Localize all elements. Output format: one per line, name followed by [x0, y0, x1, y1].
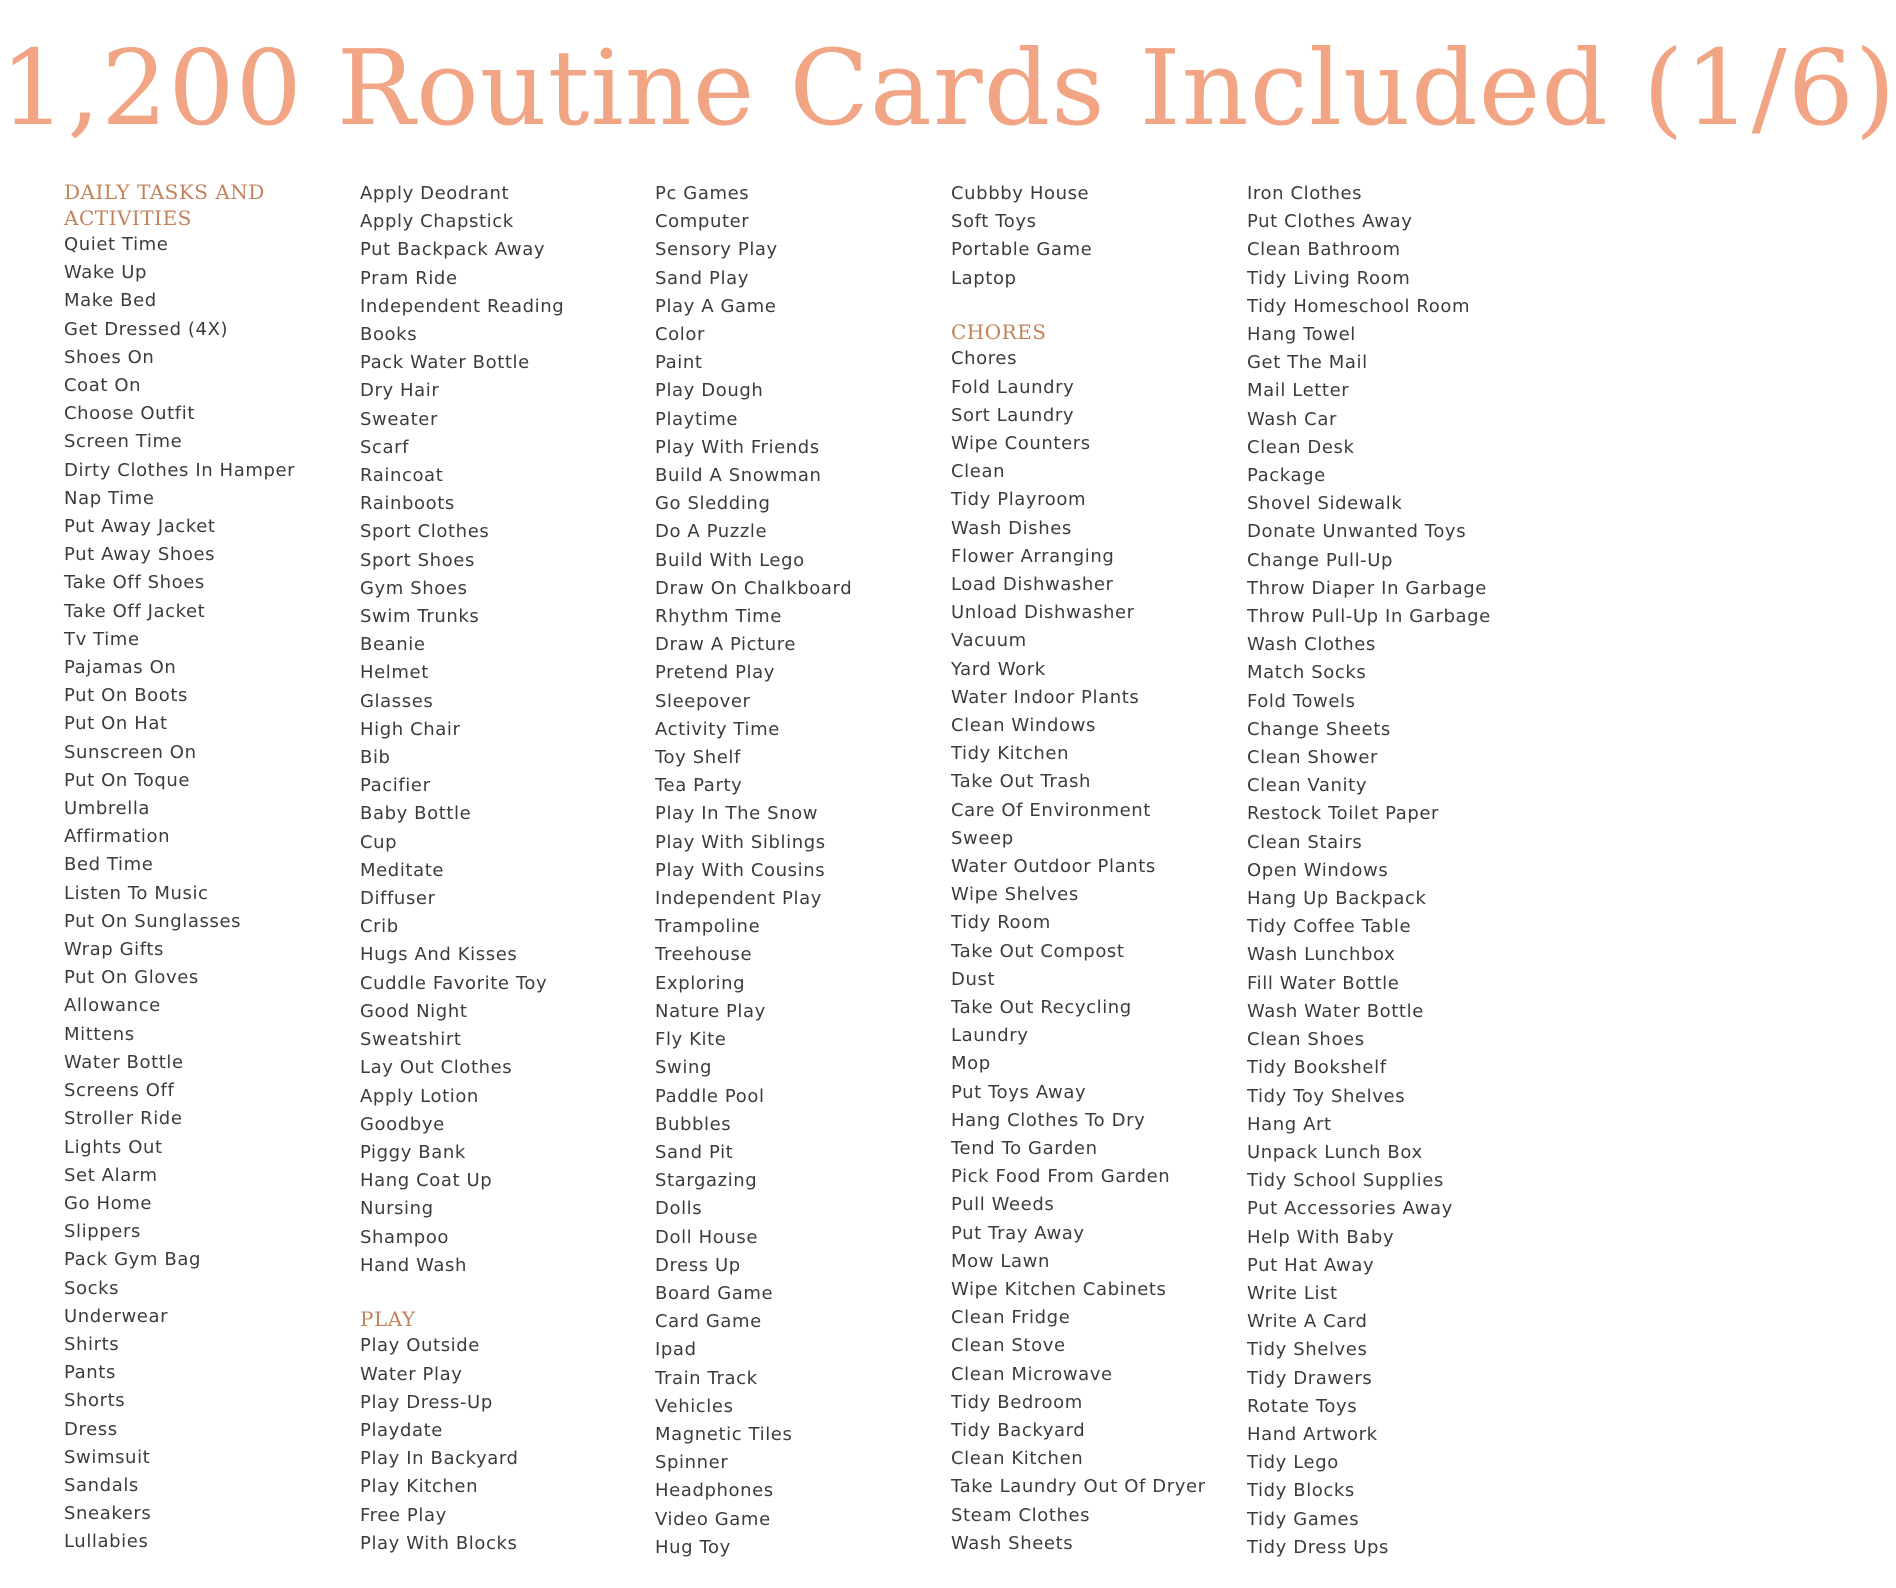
list-item: Crib — [360, 916, 399, 938]
list-item: Allowance — [64, 995, 161, 1017]
list-item: Nap Time — [64, 487, 155, 509]
list-item: Play With Friends — [655, 436, 820, 458]
list-item: Play A Game — [655, 295, 777, 317]
list-item: Apply Chapstick — [360, 211, 514, 233]
list-item: Rotate Toys — [1247, 1395, 1358, 1417]
list-item: Doll House — [655, 1226, 759, 1248]
list-item: Ipad — [655, 1339, 697, 1361]
list-item: Match Socks — [1247, 662, 1367, 684]
list-item: Shoes On — [64, 346, 155, 368]
list-item: Lights Out — [64, 1136, 163, 1158]
list-item: Wash Dishes — [951, 517, 1072, 539]
list-item: Fill Water Bottle — [1247, 972, 1400, 994]
list-item: Hang Up Backpack — [1247, 888, 1427, 910]
list-item: Throw Diaper In Garbage — [1247, 577, 1487, 599]
list-item: Playdate — [360, 1420, 443, 1442]
list-item: Paint — [655, 352, 703, 374]
list-item: Mow Lawn — [951, 1250, 1050, 1272]
list-item: Clean — [951, 461, 1006, 483]
list-item: Independent Play — [655, 888, 822, 910]
section-heading: CHORES — [951, 319, 1047, 344]
list-item: Quiet Time — [64, 234, 169, 255]
list-item: Hang Coat Up — [360, 1170, 493, 1192]
list-item: Screens Off — [64, 1080, 175, 1102]
list-item: Tea Party — [655, 775, 743, 797]
list-item: Glasses — [360, 690, 434, 712]
section — [64, 180, 354, 1557]
list-item: Write A Card — [1247, 1311, 1368, 1333]
list-item: Hugs And Kisses — [360, 944, 518, 966]
list-item: Bib — [360, 747, 391, 769]
list-item: Cup — [360, 831, 398, 853]
list-item: Sleepover — [655, 690, 751, 712]
list-item: Wrap Gifts — [64, 939, 164, 961]
list-item: Take Out Compost — [951, 940, 1125, 962]
section — [951, 180, 1241, 293]
list-item: Water Play — [360, 1363, 463, 1385]
list-item: Clean Windows — [951, 714, 1096, 736]
list-item: Hand Artwork — [1247, 1423, 1378, 1445]
list-item: Rhythm Time — [655, 606, 782, 628]
column-2 — [360, 180, 650, 1558]
list-item: Chores — [951, 348, 1018, 370]
list-item: Clean Microwave — [951, 1363, 1113, 1385]
list-item: Swim Trunks — [360, 606, 480, 628]
list-item: Sweep — [951, 827, 1014, 849]
list-item: Build With Lego — [655, 549, 805, 571]
list-item: Headphones — [655, 1480, 774, 1502]
list-item: Flower Arranging — [951, 545, 1115, 567]
list-item: Diffuser — [360, 888, 436, 910]
list-item: Computer — [655, 211, 750, 233]
list-item: Laptop — [951, 267, 1017, 289]
list-item: Shovel Sidewalk — [1247, 493, 1403, 515]
list-item: Tidy Drawers — [1247, 1367, 1373, 1389]
list-item: Care Of Environment — [951, 799, 1151, 821]
list-item: Steam Clothes — [951, 1504, 1091, 1526]
list-item: Sweater — [360, 408, 438, 430]
list-item: Dolls — [655, 1198, 703, 1220]
list-item: Hang Art — [1247, 1113, 1332, 1135]
list-item: Cuddle Favorite Toy — [360, 972, 548, 994]
list-item: Mittens — [64, 1023, 135, 1045]
list-item: Bubbles — [655, 1113, 732, 1135]
list-item: Fold Laundry — [951, 376, 1075, 398]
list-item: Lay Out Clothes — [360, 1057, 513, 1079]
list-item: Play Kitchen — [360, 1476, 479, 1498]
list-item: Donate Unwanted Toys — [1247, 521, 1467, 543]
section-heading: PLAY — [360, 1306, 416, 1331]
list-item: Play Outside — [360, 1335, 480, 1357]
list-item: Set Alarm — [64, 1164, 158, 1186]
list-item: Pram Ride — [360, 267, 458, 289]
column-5 — [1247, 180, 1537, 1562]
list-item: Water Indoor Plants — [951, 686, 1140, 708]
list-item: Load Dishwasher — [951, 573, 1114, 595]
list-item: Hang Towel — [1247, 324, 1356, 346]
list-item: Help With Baby — [1247, 1226, 1395, 1248]
list-item: Tidy Dress Ups — [1247, 1536, 1390, 1558]
list-item: Shirts — [64, 1333, 120, 1355]
list-item: Affirmation — [64, 826, 171, 848]
list-item: Play With Cousins — [655, 859, 826, 881]
list-item: Umbrella — [64, 798, 151, 820]
list-item: Draw On Chalkboard — [655, 577, 853, 599]
list-item: Sort Laundry — [951, 404, 1075, 426]
list-item: Laundry — [951, 1025, 1029, 1047]
list-item: Dress Up — [655, 1254, 741, 1276]
list-item: Baby Bottle — [360, 803, 472, 825]
list-item: Sand Play — [655, 267, 749, 289]
list-item: Tidy School Supplies — [1247, 1170, 1444, 1192]
list-item: Play With Siblings — [655, 831, 826, 853]
list-item: Put Clothes Away — [1247, 211, 1413, 233]
list-item: Clean Stairs — [1247, 831, 1363, 853]
section — [1247, 180, 1537, 1562]
list-item: Piggy Bank — [360, 1141, 466, 1163]
list-item: Tv Time — [64, 628, 140, 650]
list-item: Put Accessories Away — [1247, 1198, 1453, 1220]
list-item: Sport Shoes — [360, 549, 475, 571]
list-item: Put Away Shoes — [64, 544, 216, 566]
list-item: Put On Gloves — [64, 967, 199, 989]
list-item: Throw Pull-Up In Garbage — [1247, 606, 1491, 628]
list-item: Dry Hair — [360, 380, 440, 402]
list-item: Clean Desk — [1247, 436, 1355, 458]
routine-list — [64, 231, 354, 1557]
list-item: Tidy Living Room — [1247, 267, 1411, 289]
list-item: Card Game — [655, 1311, 762, 1333]
list-item: Tidy Bookshelf — [1247, 1057, 1387, 1079]
list-item: Clean Shoes — [1247, 1029, 1365, 1051]
list-item: Pack Gym Bag — [64, 1249, 201, 1271]
list-item: Put Hat Away — [1247, 1254, 1375, 1276]
list-item: Playtime — [655, 408, 739, 430]
list-item: Stroller Ride — [64, 1108, 183, 1130]
column-3 — [655, 180, 945, 1562]
section — [360, 1307, 650, 1558]
list-item: Wake Up — [64, 262, 148, 284]
list-item: Take Out Trash — [951, 771, 1091, 793]
list-item: Apply Lotion — [360, 1085, 479, 1107]
list-item: Pull Weeds — [951, 1194, 1055, 1216]
list-item: Video Game — [655, 1508, 771, 1530]
list-item: Go Home — [64, 1192, 153, 1214]
list-item: Spinner — [655, 1452, 729, 1474]
list-item: Meditate — [360, 859, 445, 881]
list-item: Vacuum — [951, 630, 1027, 652]
routine-list — [951, 345, 1241, 1558]
list-item: Vehicles — [655, 1395, 734, 1417]
list-item: Sensory Play — [655, 239, 778, 261]
list-item: Play With Blocks — [360, 1532, 518, 1554]
list-item: Take Off Jacket — [64, 600, 206, 622]
list-item: Exploring — [655, 972, 746, 994]
list-item: Mop — [951, 1053, 991, 1075]
list-item: Sweatshirt — [360, 1029, 462, 1051]
list-item: Clean Shower — [1247, 747, 1379, 769]
list-item: Hand Wash — [360, 1254, 467, 1276]
list-item: Tidy Homeschool Room — [1247, 295, 1471, 317]
list-item: Hang Clothes To Dry — [951, 1109, 1146, 1131]
list-item: Sneakers — [64, 1503, 152, 1525]
list-item: Put On Sunglasses — [64, 910, 242, 932]
list-item: Clean Kitchen — [951, 1448, 1084, 1470]
list-item: Paddle Pool — [655, 1085, 765, 1107]
list-item: Take Out Recycling — [951, 996, 1132, 1018]
section-heading: DAILY TASKS AND ACTIVITIES — [64, 180, 265, 230]
section — [951, 320, 1241, 1558]
list-item: Draw A Picture — [655, 634, 797, 656]
list-item: Tidy Games — [1247, 1508, 1360, 1530]
list-item: Pretend Play — [655, 662, 776, 684]
list-item: Choose Outfit — [64, 403, 196, 425]
list-item: Go Sledding — [655, 493, 771, 515]
list-item: Fly Kite — [655, 1029, 727, 1051]
list-item: Wash Water Bottle — [1247, 1000, 1424, 1022]
routine-list — [360, 1332, 650, 1558]
list-item: Sandals — [64, 1474, 139, 1496]
list-item: Screen Time — [64, 431, 183, 453]
list-item: Mail Letter — [1247, 380, 1350, 402]
list-item: Pants — [64, 1362, 116, 1384]
list-item: Color — [655, 324, 705, 346]
list-item: Open Windows — [1247, 859, 1389, 881]
list-item: Pc Games — [655, 183, 750, 204]
list-item: Wash Sheets — [951, 1532, 1074, 1554]
list-item: Unload Dishwasher — [951, 602, 1135, 624]
list-item: Slippers — [64, 1221, 141, 1243]
list-item: Wipe Kitchen Cabinets — [951, 1279, 1167, 1301]
list-item: Swing — [655, 1057, 712, 1079]
list-item: Train Track — [655, 1367, 758, 1389]
list-item: Get The Mail — [1247, 352, 1368, 374]
list-item: Tidy Coffee Table — [1247, 916, 1412, 938]
page-title: 1,200 Routine Cards Included (1/6) — [0, 27, 1896, 149]
list-item: Pajamas On — [64, 657, 177, 679]
list-item: Swimsuit — [64, 1446, 151, 1468]
list-item: Take Off Shoes — [64, 572, 205, 594]
list-item: Tidy Toy Shelves — [1247, 1085, 1406, 1107]
list-item: Change Pull-Up — [1247, 549, 1394, 571]
routine-list — [951, 180, 1241, 293]
list-item: Dust — [951, 968, 996, 990]
list-item: Underwear — [64, 1305, 169, 1327]
list-item: Beanie — [360, 634, 426, 656]
list-item: Yard Work — [951, 658, 1046, 680]
list-item: Tidy Backyard — [951, 1420, 1086, 1442]
list-item: Water Outdoor Plants — [951, 855, 1156, 877]
list-item: Iron Clothes — [1247, 183, 1363, 204]
list-item: Sunscreen On — [64, 741, 197, 763]
section — [360, 180, 650, 1280]
list-item: Package — [1247, 465, 1326, 487]
list-item: Independent Reading — [360, 295, 565, 317]
list-item: Put On Toque — [64, 769, 191, 791]
list-item: Good Night — [360, 1000, 468, 1022]
list-item: Water Bottle — [64, 1051, 184, 1073]
list-item: Wash Clothes — [1247, 634, 1376, 656]
list-item: Put Tray Away — [951, 1222, 1085, 1244]
list-item: Clean Fridge — [951, 1307, 1071, 1329]
list-item: Put Toys Away — [951, 1081, 1087, 1103]
list-item: Soft Toys — [951, 211, 1037, 233]
list-item: Coat On — [64, 375, 142, 397]
list-item: Helmet — [360, 662, 429, 684]
list-item: Wash Lunchbox — [1247, 944, 1396, 966]
list-item: Do A Puzzle — [655, 521, 768, 543]
list-item: Shampoo — [360, 1226, 450, 1248]
list-item: Pick Food From Garden — [951, 1166, 1171, 1188]
list-item: Wash Car — [1247, 408, 1337, 430]
list-item: Hug Toy — [655, 1536, 731, 1558]
list-item: Make Bed — [64, 290, 157, 312]
routine-list — [360, 180, 650, 1280]
list-item: Tidy Lego — [1247, 1452, 1339, 1474]
list-item: Free Play — [360, 1504, 447, 1526]
list-item: Tidy Blocks — [1247, 1480, 1355, 1502]
list-item: Play In Backyard — [360, 1448, 519, 1470]
list-item: Tidy Playroom — [951, 489, 1087, 511]
list-item: Scarf — [360, 436, 410, 458]
list-item: Tidy Kitchen — [951, 743, 1070, 765]
list-item: Put On Boots — [64, 685, 189, 707]
list-item: High Chair — [360, 718, 461, 740]
list-item: Pack Water Bottle — [360, 352, 530, 374]
list-item: Put Backpack Away — [360, 239, 546, 261]
list-item: Play In The Snow — [655, 803, 819, 825]
list-item: Wipe Shelves — [951, 884, 1079, 906]
list-item: Raincoat — [360, 465, 444, 487]
list-item: Socks — [64, 1277, 120, 1299]
list-item: Books — [360, 324, 418, 346]
routine-list — [1247, 180, 1537, 1562]
list-item: Unpack Lunch Box — [1247, 1141, 1423, 1163]
list-item: Restock Toilet Paper — [1247, 803, 1440, 825]
section — [655, 180, 945, 1562]
list-item: Tidy Room — [951, 912, 1051, 934]
list-item: Sand Pit — [655, 1141, 734, 1163]
column-1 — [64, 180, 354, 1557]
list-item: Cubbby House — [951, 183, 1090, 204]
list-item: Gym Shoes — [360, 577, 468, 599]
list-item: Apply Deodrant — [360, 183, 510, 204]
list-item: Dirty Clothes In Hamper — [64, 459, 296, 481]
list-item: Change Sheets — [1247, 718, 1391, 740]
list-item: Tidy Shelves — [1247, 1339, 1368, 1361]
list-item: Wipe Counters — [951, 432, 1091, 454]
list-item: Stargazing — [655, 1170, 758, 1192]
list-item: Clean Stove — [951, 1335, 1066, 1357]
list-item: Build A Snowman — [655, 465, 822, 487]
list-item: Play Dough — [655, 380, 764, 402]
list-item: Get Dressed (4X) — [64, 318, 229, 340]
list-item: Portable Game — [951, 239, 1093, 261]
list-item: Play Dress-Up — [360, 1391, 493, 1413]
list-item: Pacifier — [360, 775, 431, 797]
list-item: Toy Shelf — [655, 747, 741, 769]
list-item: Dress — [64, 1418, 118, 1440]
list-item: Tidy Bedroom — [951, 1391, 1083, 1413]
list-item: Take Laundry Out Of Dryer — [951, 1476, 1206, 1498]
list-item: Put Away Jacket — [64, 516, 216, 538]
routine-list — [655, 180, 945, 1562]
list-item: Trampoline — [655, 916, 761, 938]
list-item: Rainboots — [360, 493, 455, 515]
list-item: Lullabies — [64, 1531, 149, 1553]
list-item: Fold Towels — [1247, 690, 1356, 712]
list-item: Clean Vanity — [1247, 775, 1368, 797]
list-item: Write List — [1247, 1282, 1338, 1304]
column-4 — [951, 180, 1241, 1558]
list-item: Clean Bathroom — [1247, 239, 1401, 261]
list-item: Listen To Music — [64, 882, 209, 904]
list-item: Treehouse — [655, 944, 753, 966]
list-item: Magnetic Tiles — [655, 1423, 793, 1445]
list-item: Put On Hat — [64, 713, 168, 735]
list-item: Bed Time — [64, 854, 154, 876]
list-item: Tend To Garden — [951, 1138, 1098, 1159]
list-item: Sport Clothes — [360, 521, 490, 543]
list-item: Nature Play — [655, 1000, 766, 1022]
list-item: Shorts — [64, 1390, 126, 1412]
list-item: Goodbye — [360, 1113, 445, 1135]
list-item: Nursing — [360, 1198, 434, 1220]
list-item: Activity Time — [655, 718, 780, 740]
list-item: Board Game — [655, 1282, 774, 1304]
